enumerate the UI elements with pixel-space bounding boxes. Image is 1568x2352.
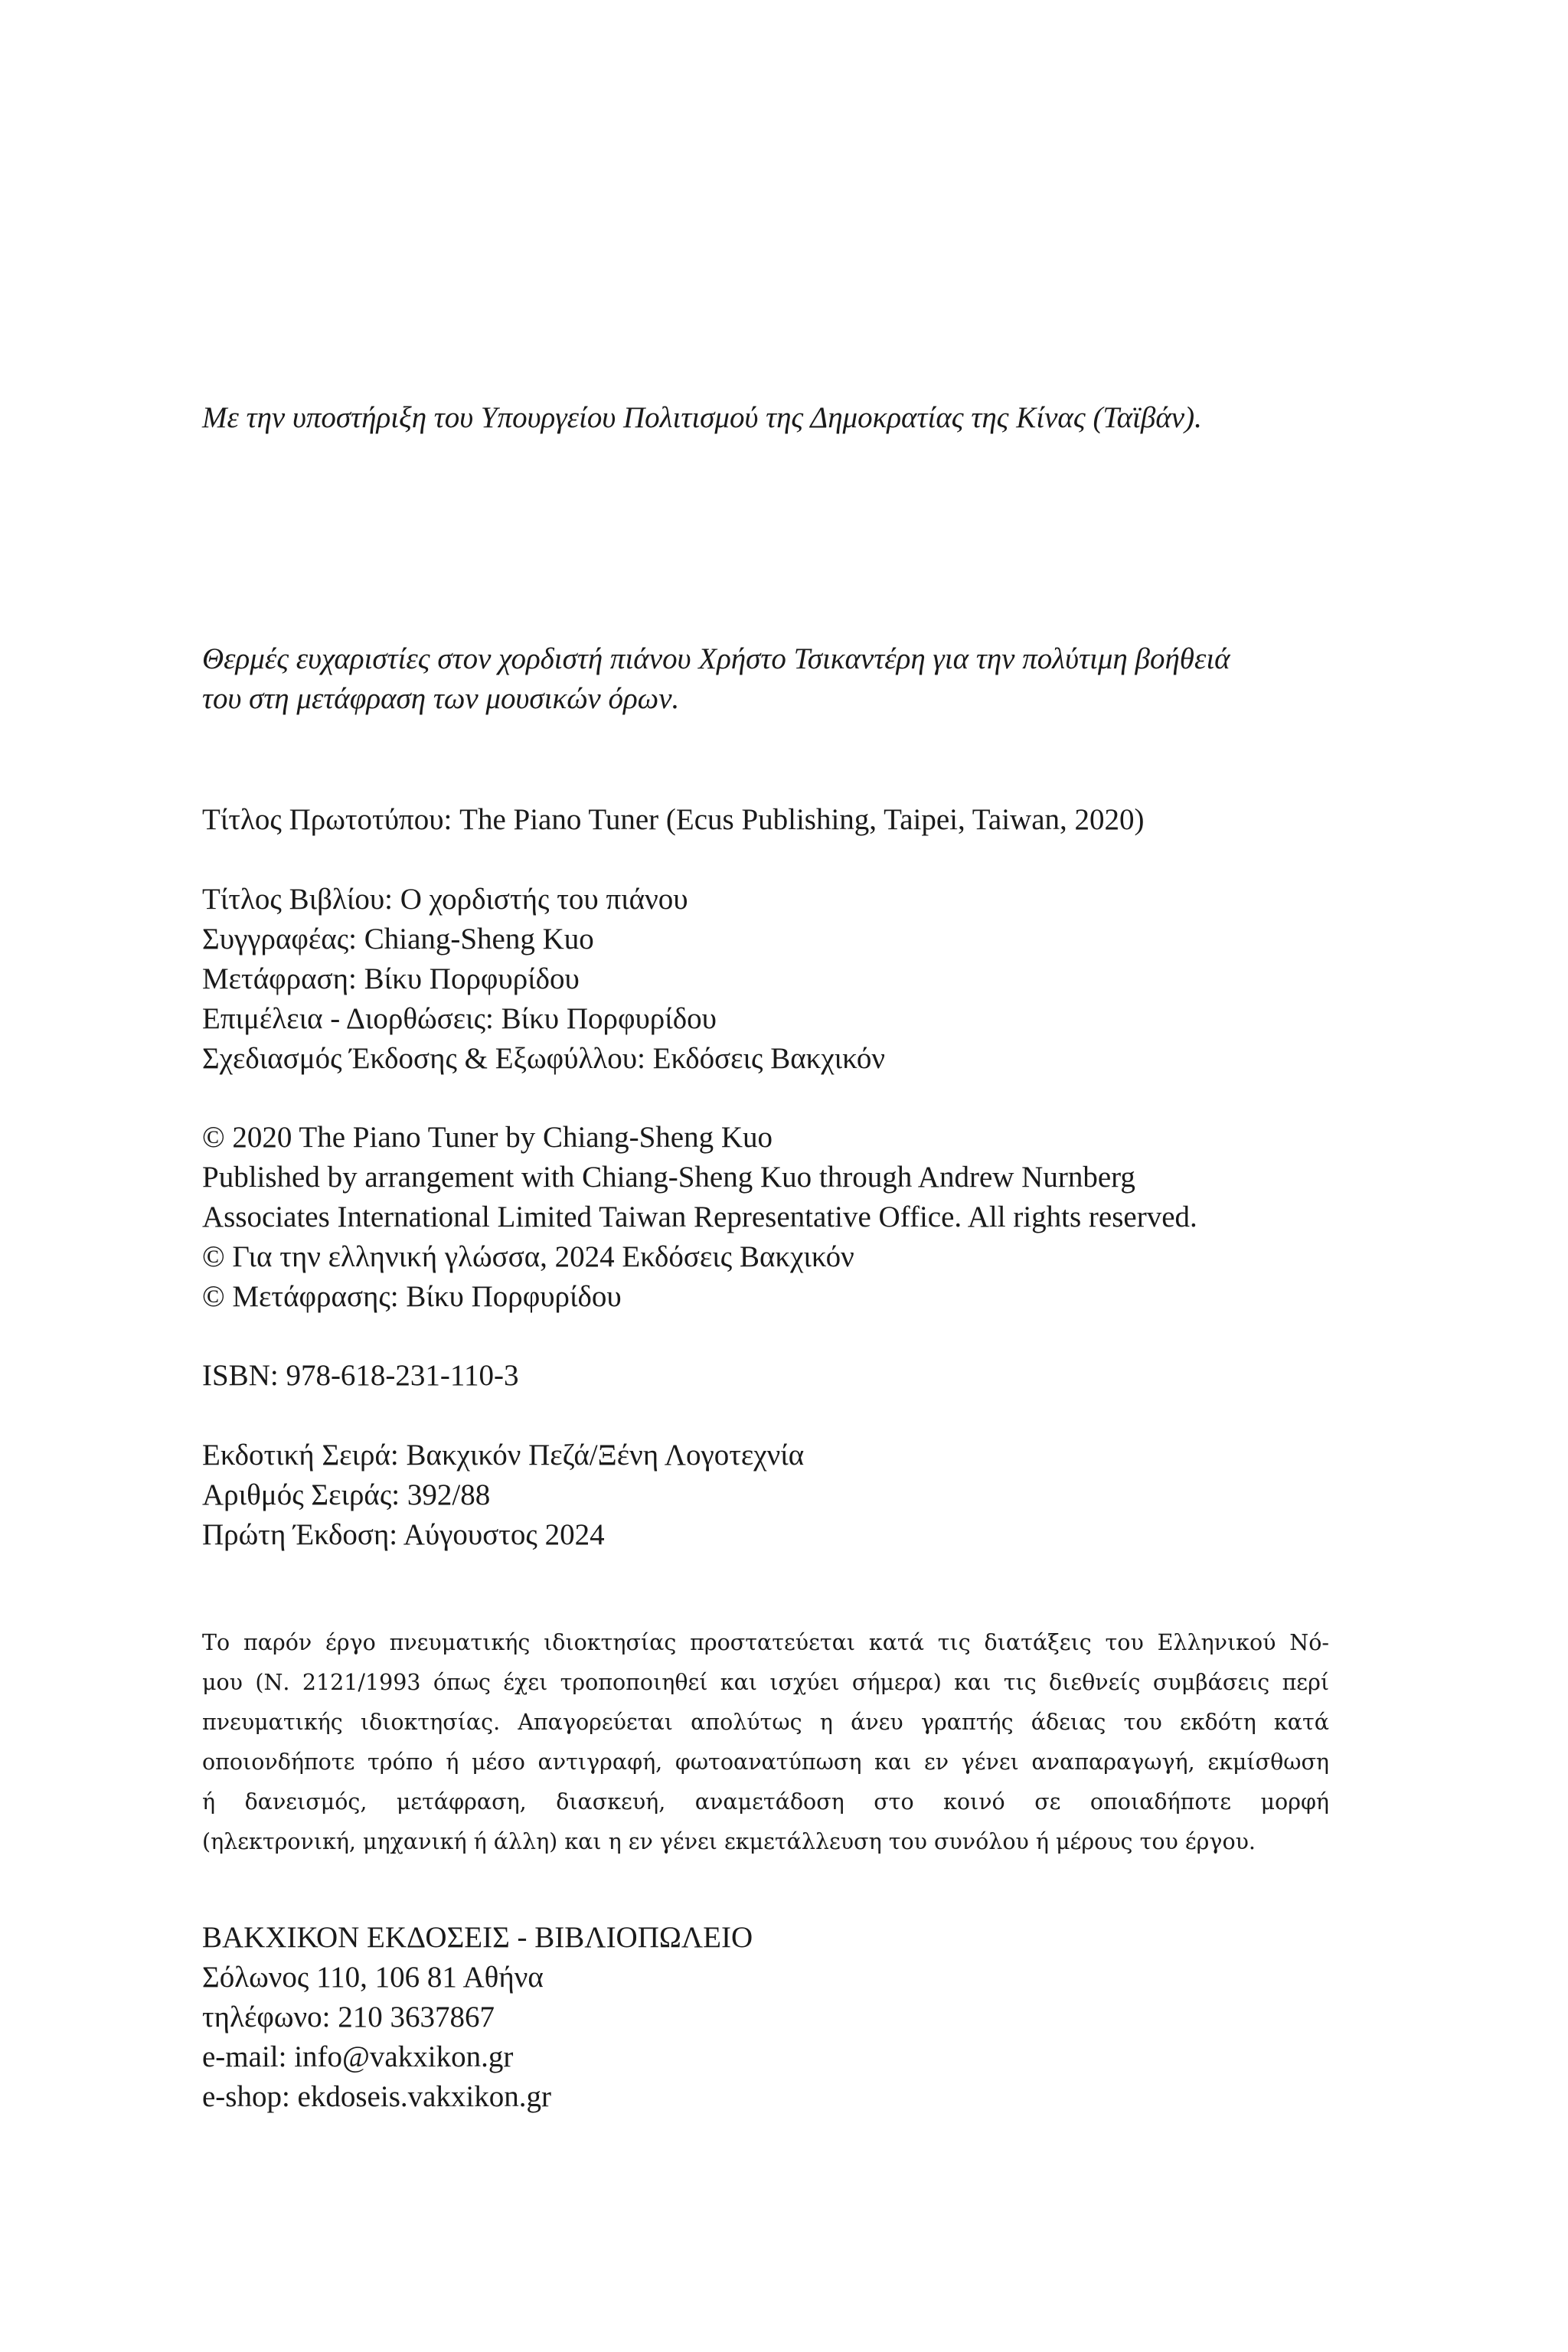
credit-design: Σχεδιασμός Έκδοσης & Εξωφύλλου: Εκδόσεις Βακχικόν [202, 1042, 886, 1075]
legal-line-6: (ηλεκτρονική, μηχανική ή άλλη) και η εν γένει εκμετάλλευση του συνόλου ή μέρους του έργου. [202, 1829, 1256, 1854]
isbn [202, 1356, 1366, 1396]
copyright-line-2: Published by arrangement with Chiang-Sheng Kuo through Andrew Nurnberg [202, 1161, 1135, 1194]
series-number: Αριθμός Σειράς: 392/88 [202, 1478, 491, 1511]
copyright-line-3: Associates International Limited Taiwan Representative Office. All rights reserved. [202, 1200, 1197, 1233]
publisher-email: e-mail: info@vakxikon.gr [202, 2040, 514, 2073]
publisher-eshop: e-shop: ekdoseis.vakxikon.gr [202, 2080, 552, 2113]
credit-editing: Επιμέλεια - Διορθώσεις: Βίκυ Πορφυρίδου [202, 1002, 717, 1035]
legal-line-2: μου (Ν. 2121/1993 όπως έχει τροποποιηθεί και ισχύει σήμερα) και τις διεθνείς συμβάσεις περί [202, 1670, 1329, 1695]
credit-translation: Μετάφραση: Βίκυ Πορφυρίδου [202, 962, 580, 995]
legal-line-1: Το παρόν έργο πνευματικής ιδιοκτησίας προστατεύεται κατά τις διατάξεις του Ελληνικού Νό- [202, 1630, 1329, 1655]
series-info [202, 1436, 1366, 1555]
legal-notice [202, 1623, 1329, 1862]
credit-author: Συγγραφέας: Chiang-Sheng Kuo [202, 923, 594, 956]
legal-line-5: ή δανεισμός, μετάφραση, διασκευή, αναμετάδοση στο κοινό σε οποιαδήποτε μορφή [202, 1789, 1329, 1815]
thanks-line-2: του στη μετάφραση των μουσικών όρων. [202, 682, 680, 715]
credits [202, 880, 1366, 1079]
credit-book-title: Τίτλος Βιβλίου: Ο χορδιστής του πιάνου [202, 883, 688, 916]
thanks-line-1: Θερμές ευχαριστίες στον χορδιστή πιάνου Χρήστο Τσικαντέρη για την πολύτιμη βοήθειά [202, 642, 1230, 675]
copyright-notice [202, 1118, 1366, 1317]
copyright-line-4: © Για την ελληνική γλώσσα, 2024 Εκδόσεις Βακχικόν [202, 1240, 854, 1273]
legal-line-3: πνευματικής ιδιοκτησίας. Απαγορεύεται απολύτως η άνευ γραπτής άδειας του εκδότη κατά [202, 1710, 1329, 1735]
support-note-line: Με την υποστήριξη του Υπουργείου Πολιτισμού της Δημοκρατίας της Κίνας (Ταϊβάν). [202, 401, 1202, 434]
first-edition: Πρώτη Έκδοση: Αύγουστος 2024 [202, 1518, 605, 1551]
publisher-phone: τηλέφωνο: 210 3637867 [202, 2001, 495, 2034]
legal-line-4: οποιονδήποτε τρόπο ή μέσο αντιγραφή, φωτοανατύπωση και εν γένει αναπαραγωγή, εκμίσθωση [202, 1749, 1329, 1775]
isbn-line: ISBN: 978-618-231-110-3 [202, 1359, 519, 1392]
original-title [202, 800, 1366, 840]
publisher-address: Σόλωνος 110, 106 81 Αθήνα [202, 1961, 544, 1994]
copyright-line-1: © 2020 The Piano Tuner by Chiang-Sheng Kuo [202, 1121, 773, 1154]
copyright-line-5: © Μετάφρασης: Βίκυ Πορφυρίδου [202, 1280, 622, 1313]
series-name: Εκδοτική Σειρά: Βακχικόν Πεζά/Ξένη Λογοτεχνία [202, 1439, 805, 1472]
support-note [202, 398, 1366, 438]
publisher-info [202, 1918, 1366, 2117]
publisher-name: ΒΑΚΧΙΚΟΝ ΕΚΔΟΣΕΙΣ - ΒΙΒΛΙΟΠΩΛΕΙΟ [202, 1921, 753, 1954]
original-title-line: Τίτλος Πρωτοτύπου: The Piano Tuner (Ecus Publishing, Taipei, Taiwan, 2020) [202, 803, 1145, 836]
acknowledgements [202, 639, 1366, 719]
